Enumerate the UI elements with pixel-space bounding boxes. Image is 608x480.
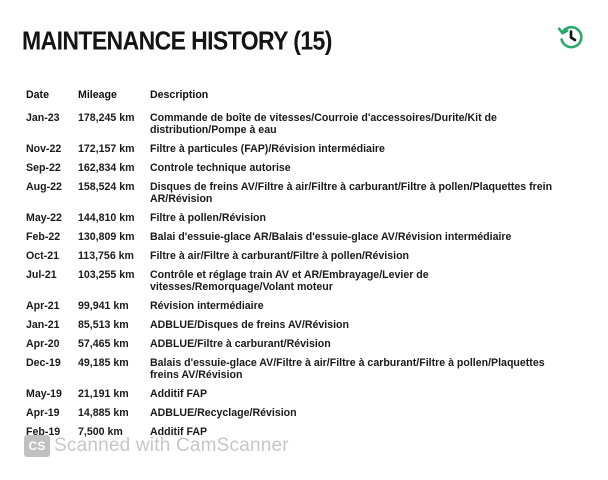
cell-mileage: 21,191 km — [78, 388, 129, 400]
table-row — [26, 205, 586, 224]
cell-description: Filtre à particules (FAP)/Révision intermédiaire — [150, 143, 385, 155]
cell-mileage: 7,500 km — [78, 426, 123, 438]
cell-mileage: 178,245 km — [78, 112, 135, 124]
column-header-description: Description — [150, 89, 209, 101]
cell-description: ADBLUE/Disques de freins AV/Révision — [150, 319, 349, 331]
cell-mileage: 103,255 km — [78, 269, 135, 281]
cell-description: Commande de boîte de vitesses/Courroie d'accessoires/Durite/Kit de distribution/Pompe à eau — [150, 112, 497, 136]
cell-date: Apr-19 — [26, 407, 60, 419]
cell-mileage: 85,513 km — [78, 319, 129, 331]
table-body — [26, 105, 586, 438]
cell-description: Révision intermédiaire — [150, 300, 264, 312]
cell-date: Jul-21 — [26, 269, 57, 281]
cell-description: Balais d'essuie-glace AV/Filtre à air/Filtre à carburant/Filtre à pollen/Plaquettes freins AV/Révision — [150, 357, 545, 381]
cell-mileage: 113,756 km — [78, 250, 134, 262]
cell-date: Jan-21 — [26, 319, 60, 331]
table-row — [26, 136, 586, 155]
cell-description: ADBLUE/Recyclage/Révision — [150, 407, 297, 419]
table-row — [26, 381, 586, 400]
cell-mileage: 162,834 km — [78, 162, 135, 174]
table-row — [26, 312, 586, 331]
cell-mileage: 130,809 km — [78, 231, 135, 243]
cell-date: May-22 — [26, 212, 62, 224]
cell-mileage: 57,465 km — [78, 338, 129, 350]
cell-description: Filtre à air/Filtre à carburant/Filtre à pollen/Révision — [150, 250, 410, 262]
table-header — [26, 89, 586, 105]
cell-date: Feb-19 — [26, 426, 61, 438]
table-row — [26, 293, 586, 312]
cell-description: Additif FAP — [150, 388, 208, 400]
column-header-mileage: Mileage — [78, 89, 117, 101]
cell-date: Dec-19 — [26, 357, 61, 369]
cell-description: Disques de freins AV/Filtre à air/Filtre à carburant/Filtre à pollen/Plaquettes frein AR/Révision — [150, 181, 553, 205]
column-header-date: Date — [26, 89, 49, 101]
cell-date: Nov-22 — [26, 143, 62, 155]
cell-date: May-19 — [26, 388, 62, 400]
cell-description: Controle technique autorise — [150, 162, 291, 174]
cell-mileage: 158,524 km — [78, 181, 135, 193]
table-row — [26, 155, 586, 174]
watermark-text: Scanned with CamScanner — [54, 435, 289, 456]
table-row — [26, 174, 586, 205]
cell-date: Sep-22 — [26, 162, 61, 174]
cell-description: Balai d'essuie-glace AR/Balais d'essuie-glace AV/Révision intermédiaire — [150, 231, 512, 243]
cell-mileage: 49,185 km — [78, 357, 129, 369]
cell-mileage: 144,810 km — [78, 212, 135, 224]
cell-date: Oct-21 — [26, 250, 59, 262]
table-row — [26, 262, 586, 293]
cell-mileage: 99,941 km — [78, 300, 129, 312]
cell-date: Jan-23 — [26, 112, 60, 124]
cell-description: Filtre à pollen/Révision — [150, 212, 266, 224]
history-icon[interactable] — [556, 22, 586, 52]
table-row — [26, 331, 586, 350]
table-row — [26, 243, 586, 262]
cell-date: Apr-21 — [26, 300, 60, 312]
camscanner-logo: CS — [24, 435, 50, 457]
cell-date: Feb-22 — [26, 231, 61, 243]
cell-description: ADBLUE/Filtre à carburant/Révision — [150, 338, 331, 350]
camscanner-watermark — [24, 433, 289, 459]
table-row — [26, 400, 586, 419]
cell-date: Aug-22 — [26, 181, 62, 193]
cell-description: Contrôle et réglage train AV et AR/Embrayage/Levier de vitesses/Remorquage/Volant moteur — [150, 269, 429, 293]
page-title: MAINTENANCE HISTORY (15) — [22, 26, 332, 56]
cell-date: Apr-20 — [26, 338, 60, 350]
table-row — [26, 105, 586, 136]
cell-mileage: 172,157 km — [78, 143, 135, 155]
cell-description: Additif FAP — [150, 426, 208, 438]
table-row — [26, 224, 586, 243]
cell-mileage: 14,885 km — [78, 407, 129, 419]
table-row — [26, 350, 586, 381]
maintenance-table — [26, 89, 586, 438]
